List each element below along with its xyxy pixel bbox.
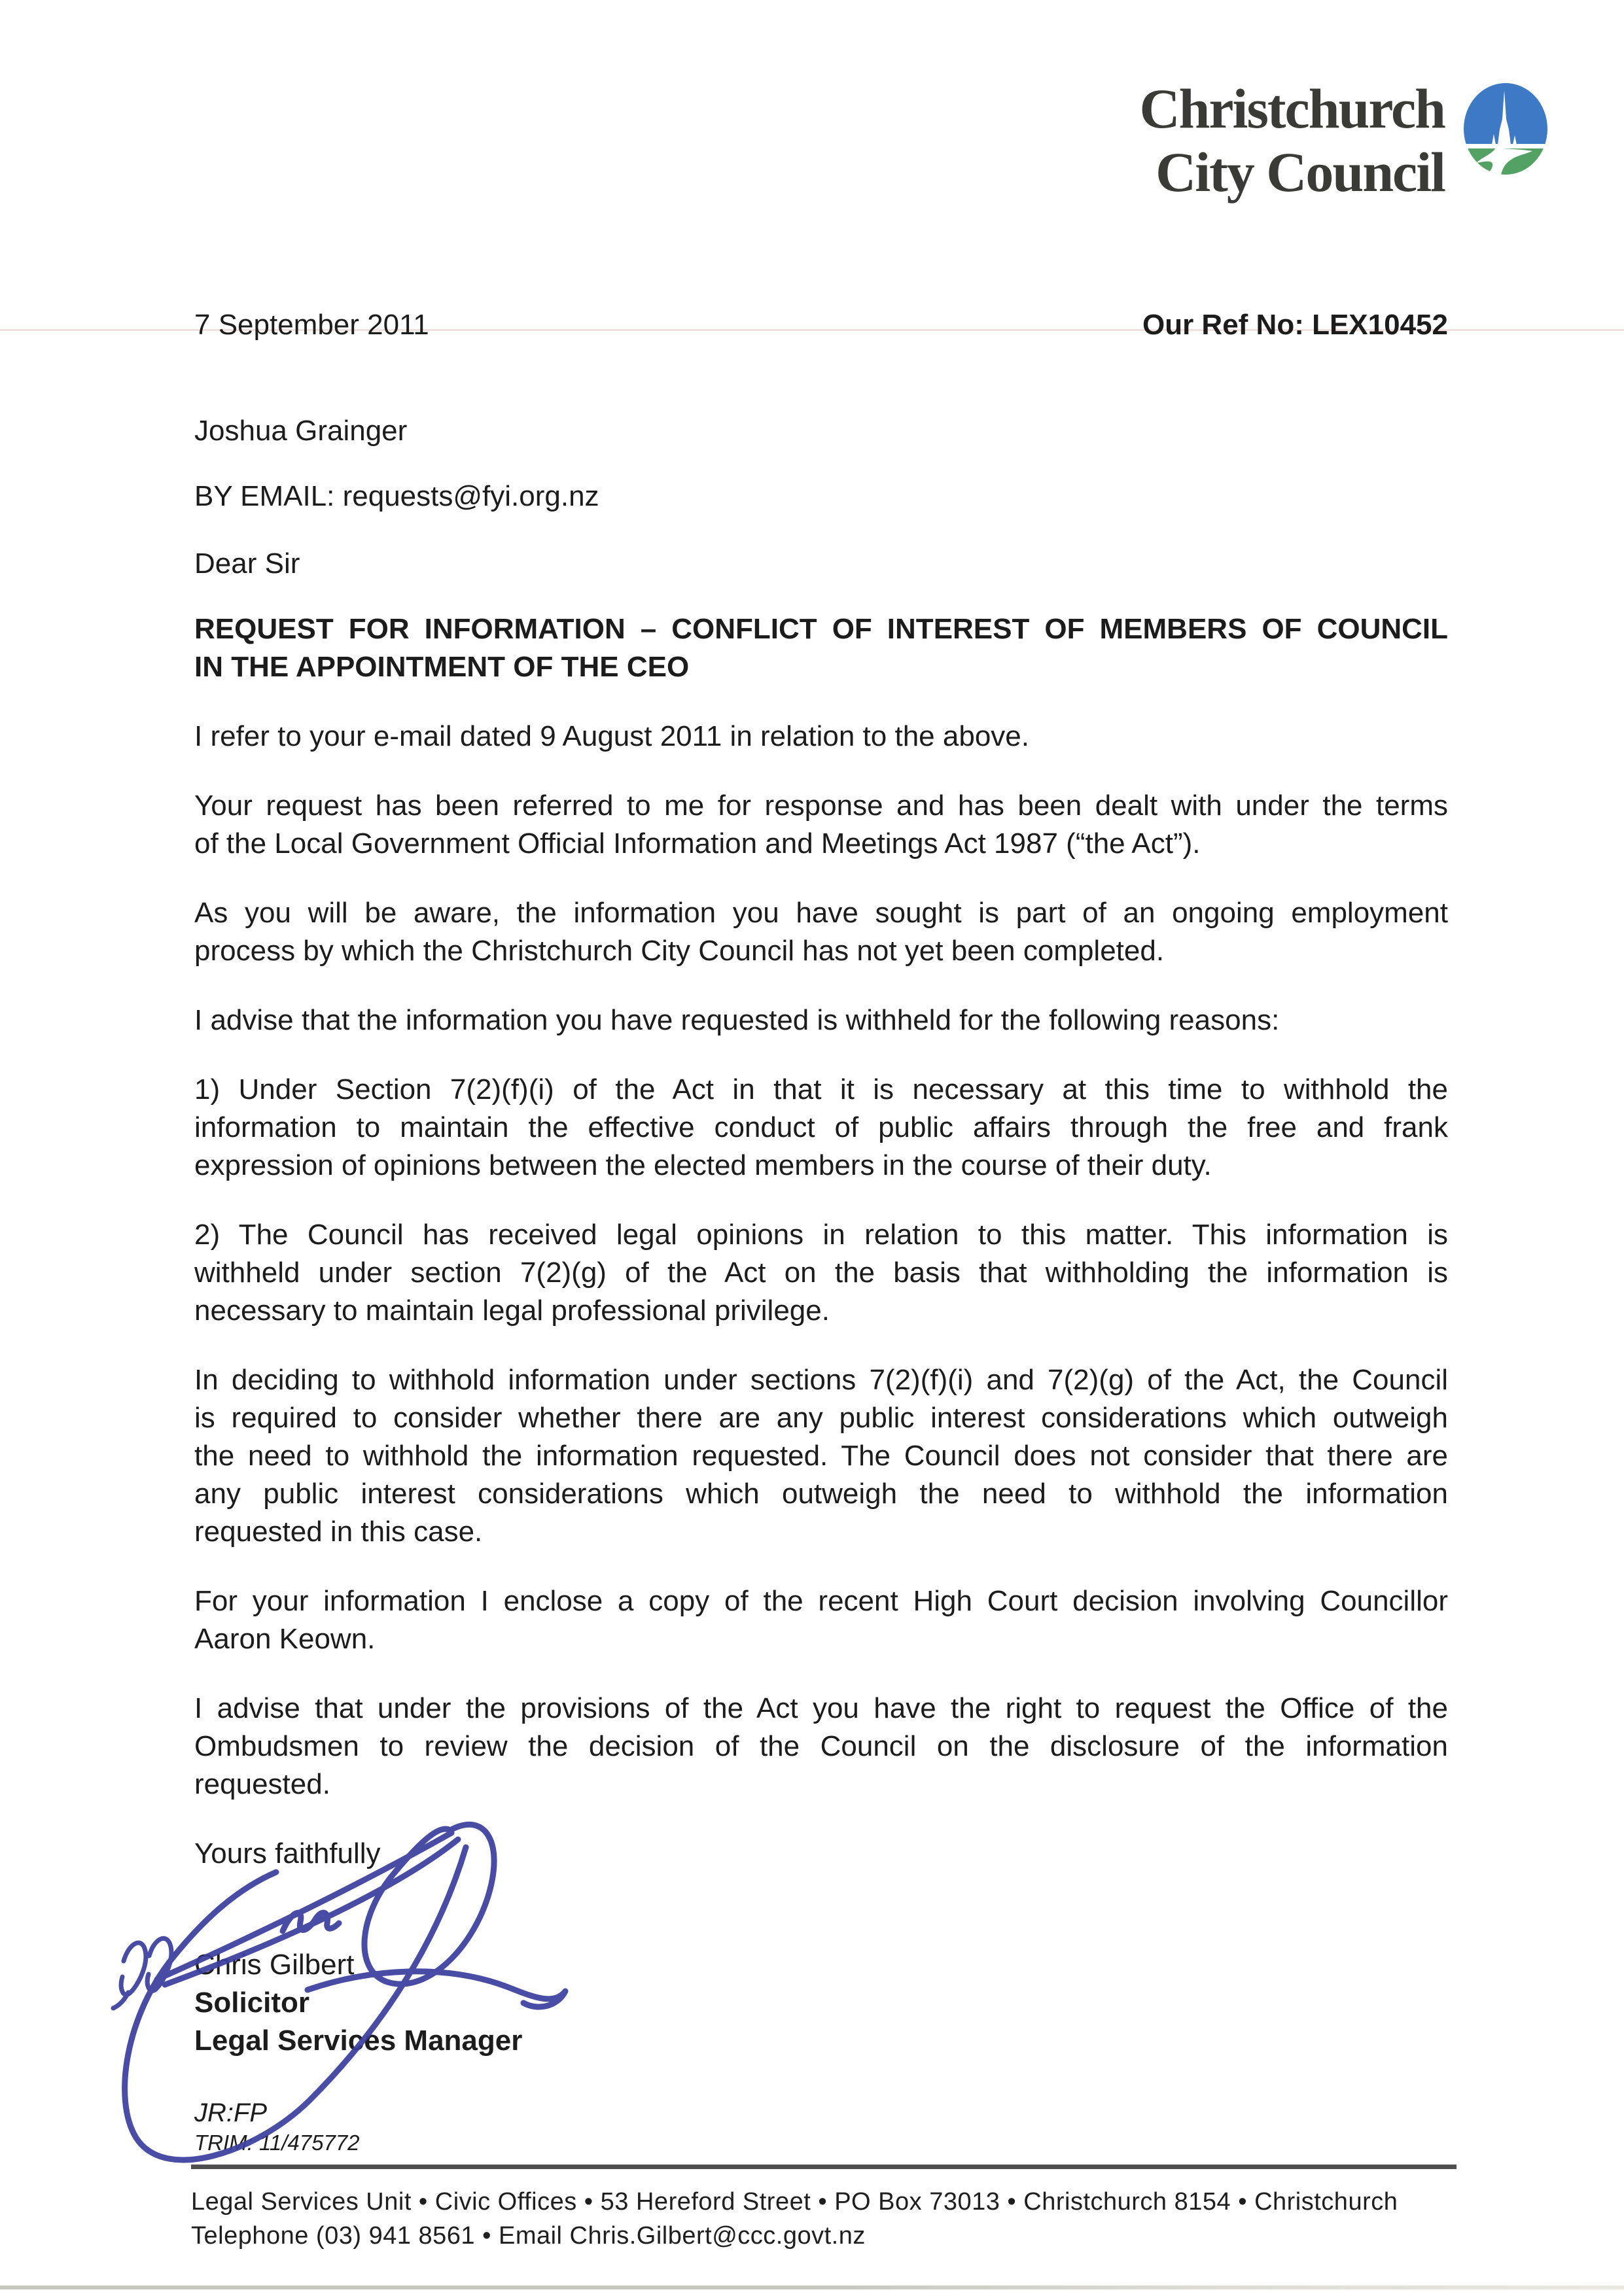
subject-heading	[194, 610, 1448, 686]
footer-address: Legal Services Unit • Civic Offices • 53 Hereford Street • PO Box 73013 • Christchurch 8154 • Christchurch	[191, 2188, 1398, 2216]
footer	[191, 2185, 1460, 2253]
trim-reference: TRIM: 11/475772	[194, 2131, 360, 2155]
body-line: withheld under section 7(2)(g) of the Act on the basis that withholding the information is	[194, 1257, 1448, 1289]
body-line: requested.	[194, 1768, 330, 1800]
body-line: I advise that under the provisions of the Act you have the right to request the Office of the	[194, 1692, 1448, 1724]
footer-contact: Telephone (03) 941 8561 • Email Chris.Gilbert@ccc.govt.nz	[191, 2222, 866, 2250]
signatory-name: Chris Gilbert	[194, 1949, 355, 1981]
body-paragraph	[194, 787, 1448, 863]
body-paragraph	[194, 1582, 1448, 1658]
logo-wordmark-line1: Christchurch	[1139, 77, 1445, 140]
body-line: In deciding to withhold information under sections 7(2)(f)(i) and 7(2)(g) of the Act, the Council	[194, 1364, 1448, 1396]
recipient-name: Joshua Grainger	[194, 415, 408, 447]
body-line: 2) The Council has received legal opinions in relation to this matter. This information is	[194, 1219, 1448, 1251]
typist-initials: JR:FP	[194, 2098, 268, 2127]
body-paragraph	[194, 1361, 1448, 1551]
body-line: necessary to maintain legal professional privilege.	[194, 1295, 830, 1327]
body-paragraphs	[194, 718, 1448, 1803]
body-line: is required to consider whether there are any public interest considerations which outweigh	[194, 1402, 1448, 1434]
body-line: any public interest considerations which outweigh the need to withhold the information	[194, 1478, 1448, 1510]
signatory-block	[194, 1946, 1448, 2060]
date-ref-row	[194, 306, 1448, 344]
signatory-title-2: Legal Services Manager	[194, 2025, 523, 2057]
signature-space	[194, 1873, 1448, 1946]
body-paragraph	[194, 1216, 1448, 1330]
letter-date: 7 September 2011	[194, 309, 429, 341]
signatory-title-1: Solicitor	[194, 1987, 310, 2019]
body-paragraph	[194, 894, 1448, 970]
council-logo	[1139, 77, 1548, 204]
body-line: requested in this case.	[194, 1516, 483, 1548]
subject-line: REQUEST FOR INFORMATION – CONFLICT OF INTEREST OF MEMBERS OF COUNCIL	[194, 613, 1448, 645]
subject-line: IN THE APPOINTMENT OF THE CEO	[194, 651, 690, 683]
body-line: 1) Under Section 7(2)(f)(i) of the Act in that it is necessary at this time to withhold the	[194, 1073, 1448, 1105]
pp-notation	[113, 1938, 171, 2008]
body-line: information to maintain the effective conduct of public affairs through the free and frank	[194, 1111, 1448, 1143]
logo-wordmark	[1139, 77, 1445, 204]
cathedral-river-logo-icon	[1463, 82, 1548, 177]
letter-body	[194, 306, 1448, 2157]
body-line: For your information I enclose a copy of the recent High Court decision involving Councillor	[194, 1585, 1448, 1617]
body-paragraph	[194, 1071, 1448, 1185]
body-paragraph	[194, 1690, 1448, 1803]
scan-artifact-bottom-line	[0, 2286, 1624, 2289]
body-paragraph	[194, 1001, 1448, 1039]
body-line: process by which the Christchurch City Council has not yet been completed.	[194, 935, 1165, 967]
body-line: I refer to your e-mail dated 9 August 2011 in relation to the above.	[194, 720, 1029, 752]
body-line: the need to withhold the information requested. The Council does not consider that there are	[194, 1440, 1448, 1472]
valediction: Yours faithfully	[194, 1837, 381, 1870]
our-ref-number: Our Ref No: LEX10452	[1142, 309, 1448, 341]
file-reference-block	[194, 2096, 1448, 2157]
footer-divider	[191, 2165, 1456, 2169]
salutation: Dear Sir	[194, 548, 300, 580]
body-line: of the Local Government Official Information and Meetings Act 1987 (“the Act”).	[194, 827, 1201, 860]
body-line: Ombudsmen to review the decision of the Council on the disclosure of the information	[194, 1730, 1448, 1762]
body-line: I advise that the information you have requested is withheld for the following reasons:	[194, 1004, 1280, 1036]
body-line: expression of opinions between the elected members in the course of their duty.	[194, 1149, 1212, 1181]
delivery-method: BY EMAIL: requests@fyi.org.nz	[194, 480, 599, 512]
logo-wordmark-line2: City Council	[1156, 141, 1445, 203]
body-paragraph	[194, 718, 1448, 756]
body-line: As you will be aware, the information you have sought is part of an ongoing employment	[194, 897, 1448, 929]
body-line: Your request has been referred to me for response and has been dealt with under the terms	[194, 790, 1448, 822]
body-line: Aaron Keown.	[194, 1623, 376, 1655]
